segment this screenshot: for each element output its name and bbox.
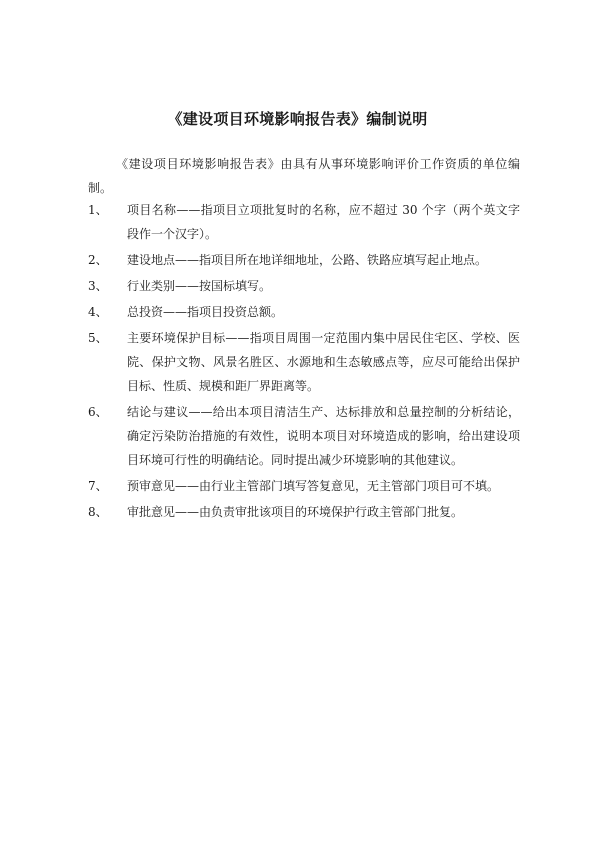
item-text: 预审意见——由行业主管部门填写答复意见，无主管部门项目可不填。	[127, 479, 500, 493]
item-number: 5、	[88, 331, 108, 345]
item-number: 2、	[88, 253, 108, 267]
item-number: 7、	[88, 479, 108, 493]
item-number: 1、	[88, 203, 108, 217]
item-text: 建设地点——指项目所在地详细地址，公路、铁路应填写起止地点。	[127, 253, 488, 267]
item-text: 主要环境保护目标——指项目周围一定范围内集中居民住宅区、学校、医院、保护文物、风景名胜区、水源地和生态敏感点等，应尽可能给出保护目标、性质、规模和距厂界距离等。	[127, 331, 520, 393]
item-text: 总投资——指项目投资总额。	[127, 305, 284, 319]
list-item	[88, 248, 520, 272]
item-text: 行业类别——按国标填写。	[127, 279, 272, 293]
intro-paragraph: 《建设项目环境影响报告表》由具有从事环境影响评价工作资质的单位编制。	[88, 157, 520, 195]
list-item	[88, 198, 520, 246]
item-number: 6、	[88, 405, 108, 419]
item-text: 结论与建议——给出本项目清洁生产、达标排放和总量控制的分析结论，确定污染防治措施的有效性，说明本项目对环境造成的影响，给出建设项目环境可行性的明确结论。同时提出减少环境影响的其他建议。	[127, 405, 520, 467]
list-item	[88, 300, 520, 324]
list-item	[88, 500, 520, 524]
list-item	[88, 326, 520, 398]
item-text: 项目名称——指项目立项批复时的名称，应不超过 30 个字（两个英文字段作一个汉字）。	[127, 203, 520, 241]
item-text: 审批意见——由负责审批该项目的环境保护行政主管部门批复。	[127, 505, 464, 519]
instruction-list	[88, 198, 520, 526]
document-title: 《建设项目环境影响报告表》编制说明	[167, 110, 428, 128]
list-item	[88, 474, 520, 498]
list-item	[88, 274, 520, 298]
item-number: 3、	[88, 279, 108, 293]
list-item	[88, 400, 520, 472]
item-number: 4、	[88, 305, 108, 319]
item-number: 8、	[88, 505, 108, 519]
